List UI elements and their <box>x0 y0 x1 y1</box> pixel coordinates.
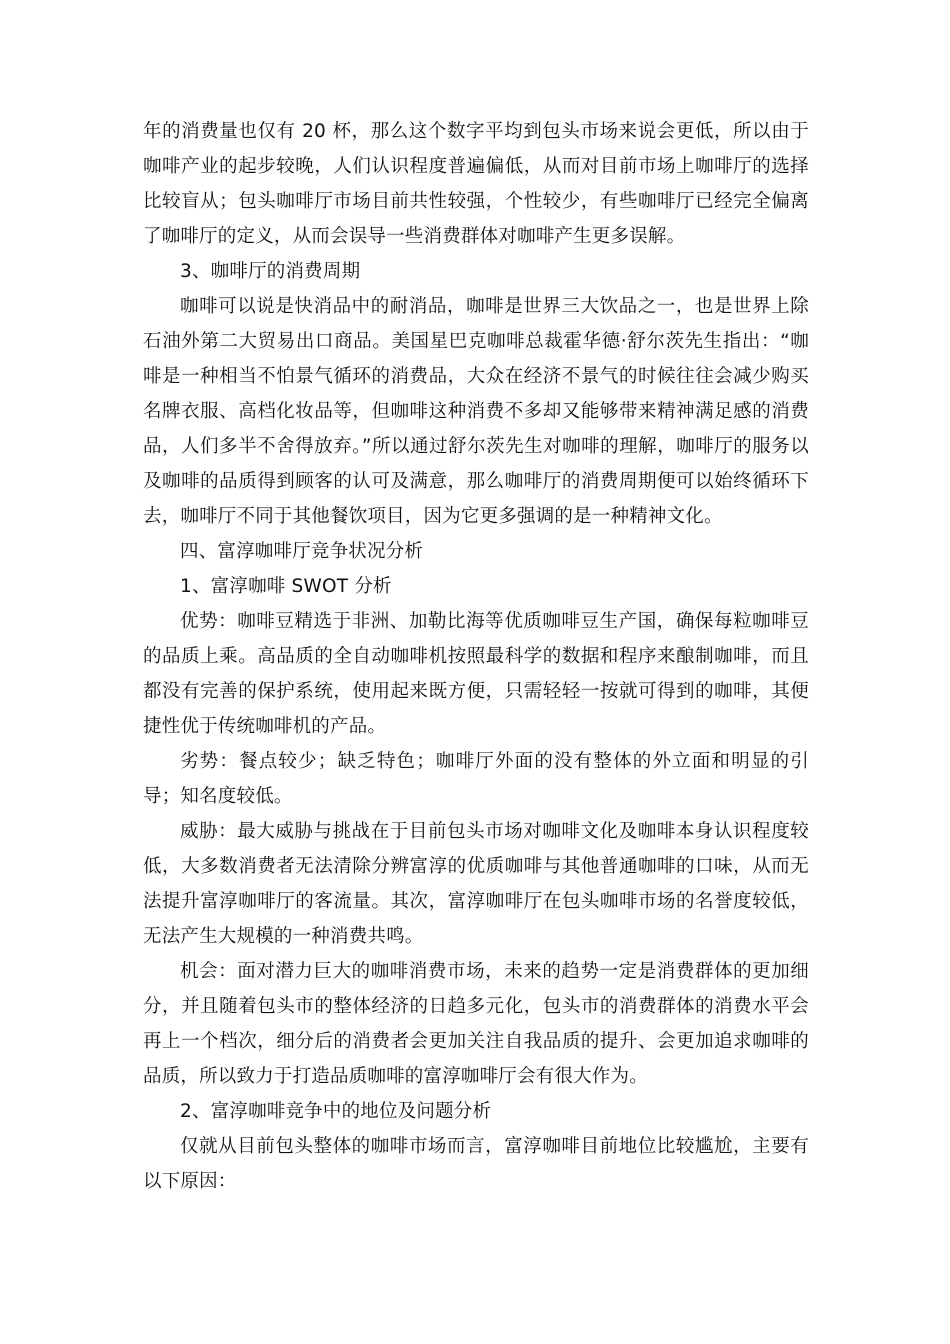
paragraph-position-intro: 仅就从目前包头整体的咖啡市场而言，富淳咖啡目前地位比较尴尬，主要有以下原因： <box>143 1136 809 1192</box>
paragraph-weaknesses: 劣势：餐点较少；缺乏特色；咖啡厅外面的没有整体的外立面和明显的引导；知名度较低。 <box>143 751 809 807</box>
paragraph-threats: 威胁：最大威胁与挑战在于目前包头市场对咖啡文化及咖啡本身认识程度较低，大多数消费者无法清除分辨富淳的优质咖啡与其他普通咖啡的口味，从而无法提升富淳咖啡厅的客流量。其次，富淳咖啡厅在包头咖啡市场的名誉度较低，无法产生大规模的一种消费共鸣。 <box>143 821 809 947</box>
paragraph-consumption-continuation: 年的消费量也仅有 20 杯，那么这个数字平均到包头市场来说会更低，所以由于咖啡产业的起步较晚，人们认识程度普遍偏低，从而对目前市场上咖啡厅的选择比较盲从；包头咖啡厅市场目前共性较强，个性较少，有些咖啡厅已经完全偏离了咖啡厅的定义，从而会误导一些消费群体对咖啡产生更多误解。 <box>143 121 809 247</box>
document-body <box>143 114 809 1199</box>
paragraph-coffee-consumption-cycle: 咖啡可以说是快消品中的耐消品，咖啡是世界三大饮品之一，也是世界上除石油外第二大贸易出口商品。美国星巴克咖啡总裁霍华德·舒尔茨先生指出：“咖啡是一种相当不怕景气循环的消费品，大众在经济不景气的时候往往会减少购买名牌衣服、高档化妆品等，但咖啡这种消费不多却又能够带来精神满足感的消费品，人们多半不舍得放弃。”所以通过舒尔茨先生对咖啡的理解，咖啡厅的服务以及咖啡的品质得到顾客的认可及满意，那么咖啡厅的消费周期便可以始终循环下去，咖啡厅不同于其他餐饮项目，因为它更多强调的是一种精神文化。 <box>143 296 809 527</box>
heading-position-analysis: 2、富淳咖啡竞争中的地位及问题分析 <box>180 1101 492 1122</box>
paragraph-strengths: 优势：咖啡豆精选于非洲、加勒比海等优质咖啡豆生产国，确保每粒咖啡豆的品质上乘。高品质的全自动咖啡机按照最科学的数据和程序来酿制咖啡，而且都没有完善的保护系统，使用起来既方便，只需轻轻一按就可得到的咖啡，其便捷性优于传统咖啡机的产品。 <box>143 611 809 737</box>
heading-competition-analysis: 四、富淳咖啡厅竞争状况分析 <box>180 541 424 562</box>
paragraph-opportunities: 机会：面对潜力巨大的咖啡消费市场，未来的趋势一定是消费群体的更加细分，并且随着包头市的整体经济的日趋多元化，包头市的消费群体的消费水平会再上一个档次，细分后的消费者会更加关注自我品质的提升、会更加追求咖啡的品质，所以致力于打造品质咖啡的富淳咖啡厅会有很大作为。 <box>143 961 809 1087</box>
heading-swot-analysis: 1、富淳咖啡 SWOT 分析 <box>180 576 392 597</box>
heading-consumption-cycle: 3、咖啡厅的消费周期 <box>180 261 361 282</box>
